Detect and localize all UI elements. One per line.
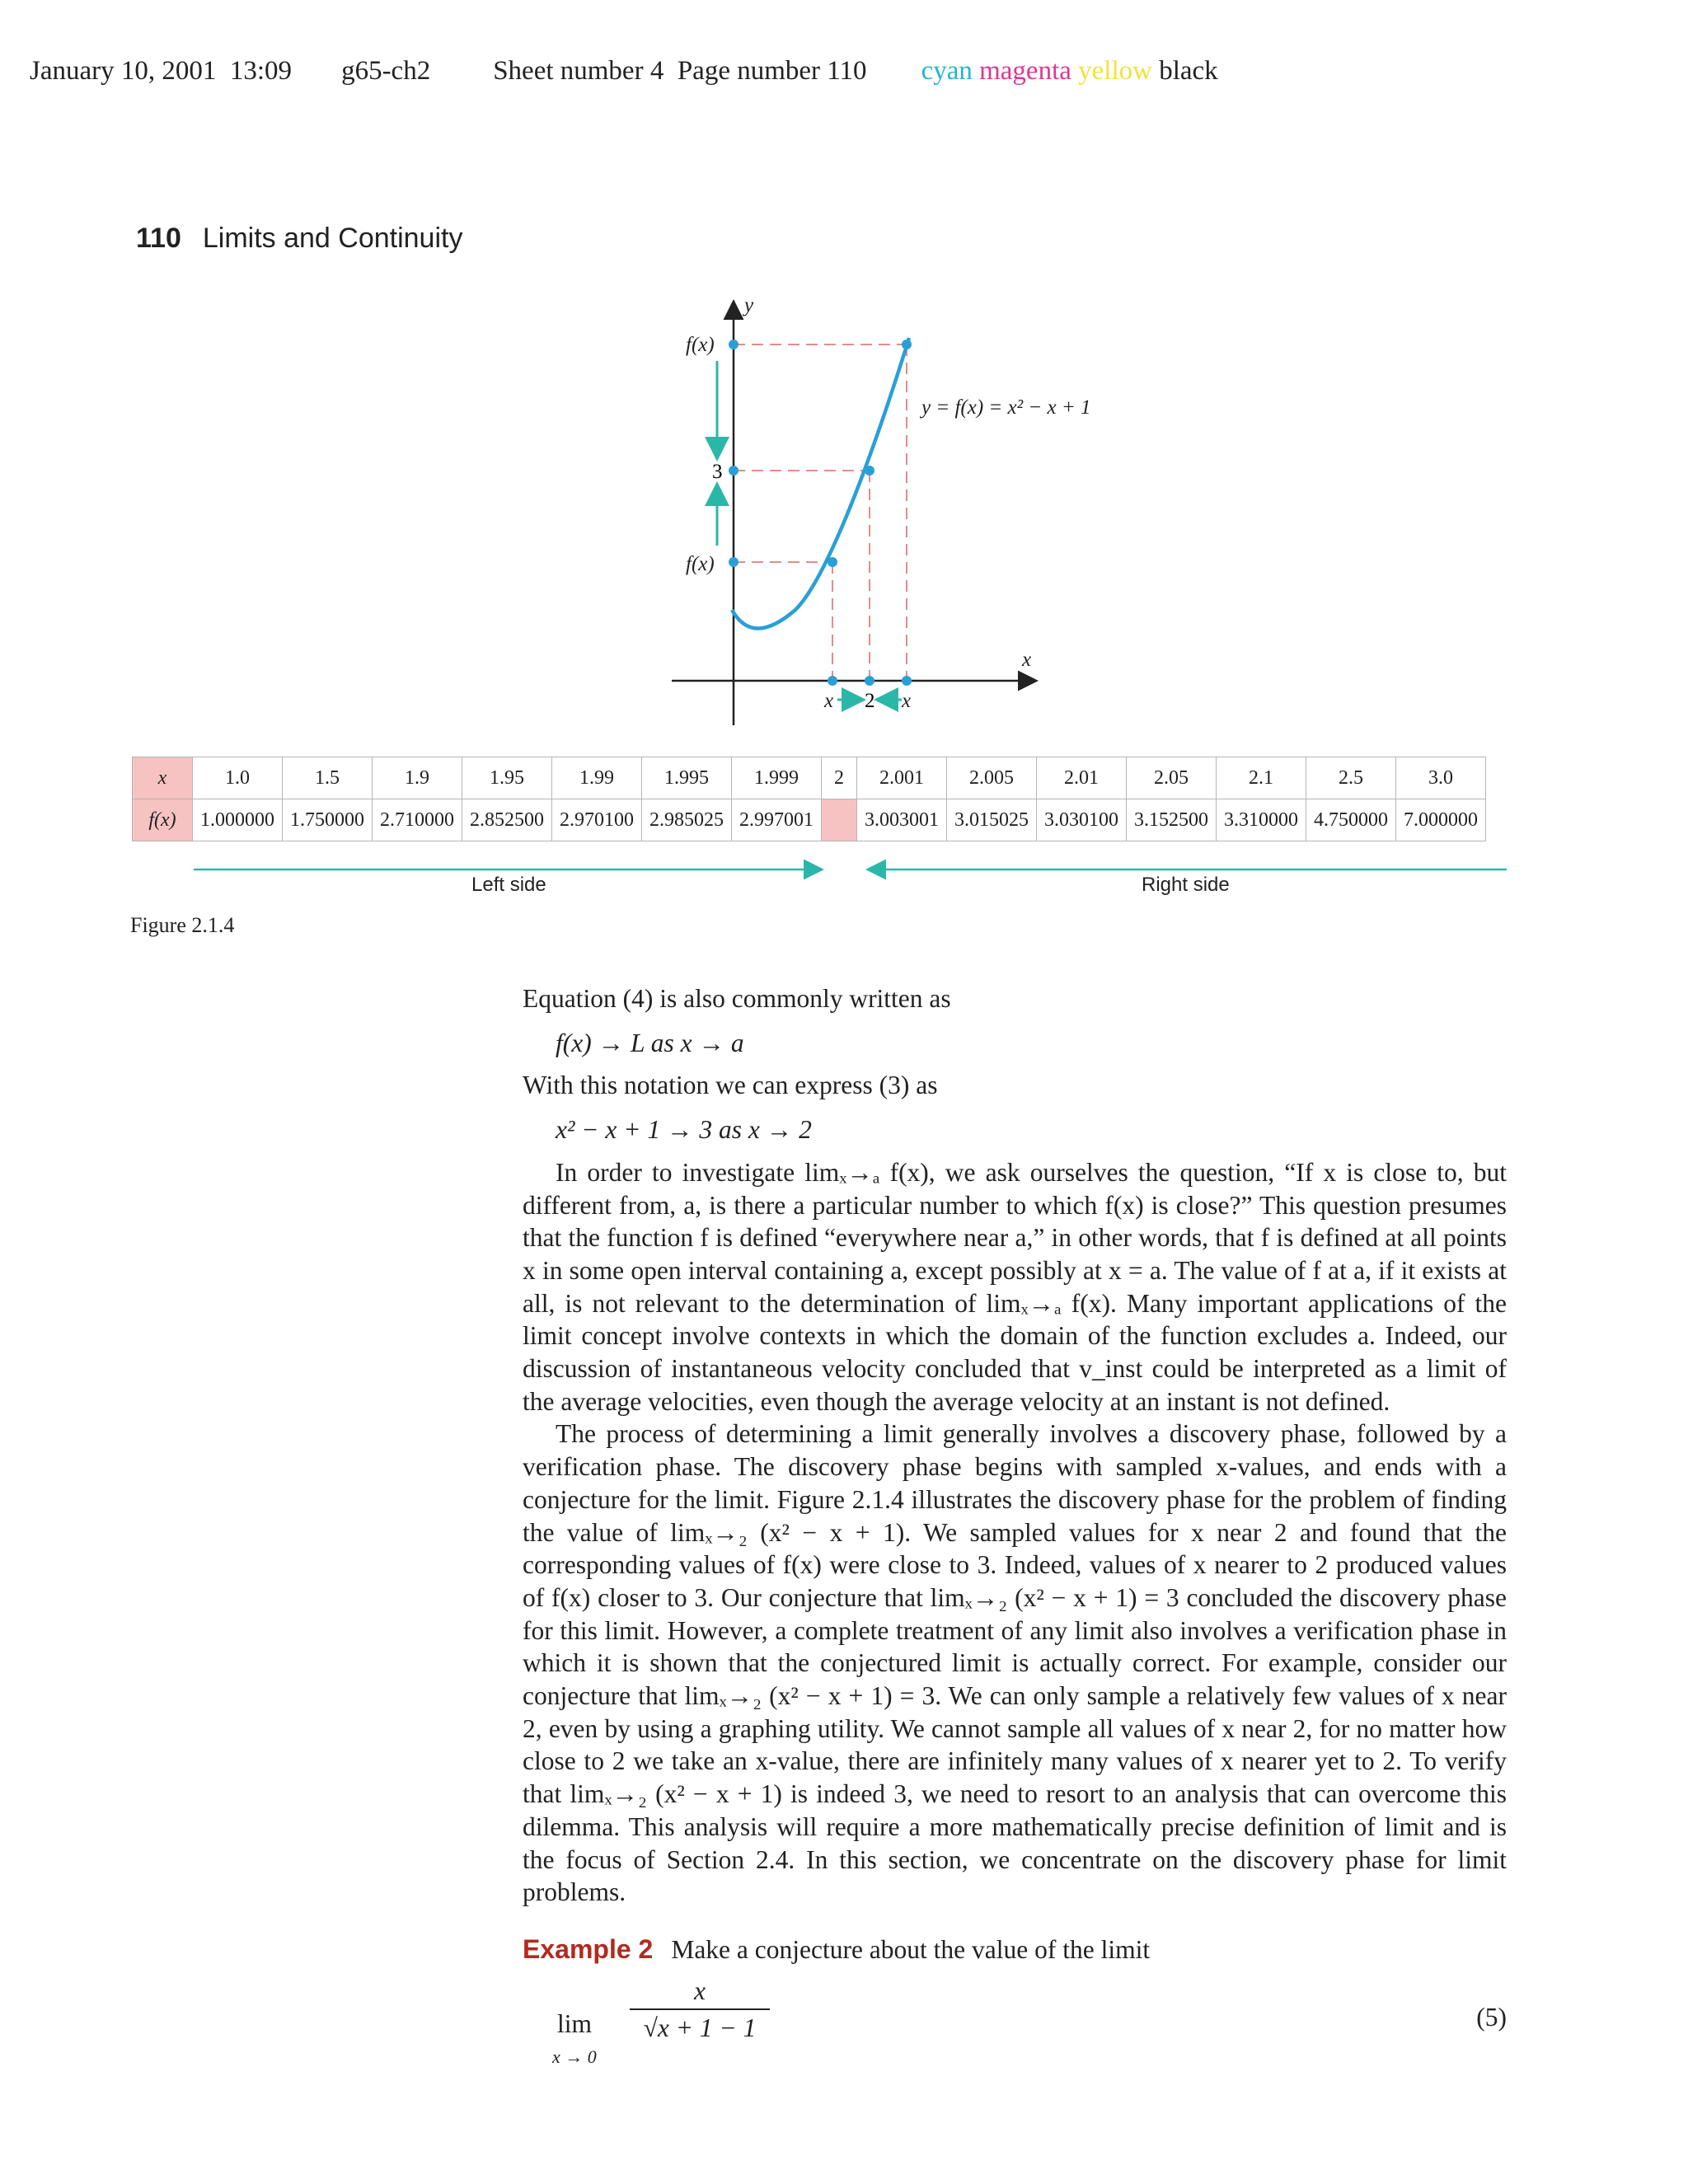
- table-cell: 1.750000: [283, 799, 373, 841]
- y-mark-three: 3: [712, 461, 723, 483]
- table-cell: 1.000000: [193, 799, 283, 841]
- equation-number: (5): [1476, 2002, 1507, 2032]
- table-cell: 2.001: [857, 757, 947, 799]
- paragraph-notation: With this notation we can express (3) as: [523, 1071, 938, 1100]
- dashed-guides: [734, 344, 907, 681]
- table-cell: 1.95: [462, 757, 552, 799]
- table-cell: 2.852500: [462, 799, 552, 841]
- table-row-x: [133, 757, 1486, 799]
- side-arrows: [0, 857, 1688, 882]
- table-cell: 3.030100: [1037, 799, 1127, 841]
- print-header: [30, 56, 1218, 87]
- example-label: Example 2: [523, 1933, 654, 1964]
- x-mark-center: 2: [865, 690, 875, 712]
- parabola-figure: [0, 288, 1688, 750]
- row-header-fx: f(x): [133, 799, 193, 841]
- fraction: [630, 1975, 770, 2045]
- left-side-label: Left side: [471, 874, 546, 896]
- table-cell: 1.995: [642, 757, 732, 799]
- color-black: black: [1159, 56, 1218, 86]
- display-equation-2: x² − x + 1 → 3 as x → 2: [556, 1115, 812, 1145]
- limit-expression: [523, 1975, 1507, 2065]
- paragraph-discovery: The process of determining a limit generally involves a discovery phase, followed by a verification phase. The discovery phase begins with sampled x-values, and ends with a conjecture for the limit. Figure 2.1.4 illustrates the discovery phase for the problem of finding the value of limₓ→₂ (x² − x + 1). We sampled values for x near 2 and found that the corresponding values of f(x) were close to 3. Indeed, values of x nearer to 2 produced values of f(x) closer to 3. Our conjecture that limₓ→₂ (x² − x + 1) = 3 concluded the discovery phase for this limit. However, a complete treatment of any limit also involves a verification phase in which it is shown that the conjectured limit is actually correct. For example, consider our conjecture that limₓ→₂ (x² − x + 1) = 3. We can only sample a relatively few values of x near 2, even by using a graphing utility. We cannot sample all values of x near 2, for no matter how close to 2 we take an x-value, there are infinitely many values of x nearer yet to 2. To verify that limₓ→₂ (x² − x + 1) is indeed 3, we need to resort to an analysis that can overcome this dilemma. This analysis will require a more mathematically precise definition of limit and is the focus of Section 2.4. In this section, we concentrate on the discovery phase for limit problems.: [523, 1419, 1507, 1907]
- lim-word: lim: [557, 2008, 593, 2038]
- table-cell: 1.5: [283, 757, 373, 799]
- table-cell: 3.015025: [947, 799, 1037, 841]
- table-cell: 2.5: [1306, 757, 1396, 799]
- row-header-x: x: [133, 757, 193, 799]
- color-yellow: yellow: [1078, 56, 1152, 86]
- example-text: Make a conjecture about the value of the limit: [671, 1934, 1151, 1964]
- header-sheet: Sheet number 4: [493, 56, 664, 86]
- paragraph-investigate: In order to investigate limₓ→ₐ f(x), we ask ourselves the question, “If x is close to, but different from, a, is there a particular number to which f(x) is close?” This question presumes that the function f is defined “everywhere near a,” in other words, that f is defined at all points x in some open interval containing a, except possibly at x = a. The value of f at a, if it exists at all, is not relevant to the determination of limₓ→ₐ f(x). Many important applications of the limit concept involve contexts in which the domain of the function excludes a. Indeed, our discussion of instantaneous velocity concluded that v_inst could be interpreted as a limit of the average velocities, even though the average velocity at an instant is not defined.: [523, 1157, 1507, 1416]
- x-mark-right: x: [902, 690, 912, 712]
- table-cell: 1.999: [732, 757, 822, 799]
- body-text: [523, 982, 1507, 2065]
- table-cell: 7.000000: [1396, 799, 1486, 841]
- y-mark-fx-top: f(x): [686, 334, 715, 356]
- table-cell: 2.005: [947, 757, 1037, 799]
- color-cyan: cyan: [921, 56, 973, 86]
- chapter-title: Limits and Continuity: [202, 223, 463, 254]
- table-cell: 2.997001: [732, 799, 822, 841]
- curve-points: [729, 340, 912, 686]
- table-cell: 2.01: [1037, 757, 1127, 799]
- parabola-curve: [732, 338, 909, 629]
- fraction-denominator: √x + 1 − 1: [643, 2013, 757, 2043]
- table-cell-center: 2: [822, 757, 857, 799]
- table-cell: 2.710000: [373, 799, 462, 841]
- x-mark-left: x: [824, 690, 834, 712]
- fraction-numerator: x: [694, 1975, 706, 2005]
- y-mark-fx-bottom: f(x): [686, 553, 715, 575]
- lim-subscript: x → 0: [552, 2046, 597, 2067]
- table-row-fx: [133, 799, 1486, 841]
- figure-caption: Figure 2.1.4: [130, 913, 235, 937]
- right-side-label: Right side: [1142, 874, 1230, 896]
- page-number: 110: [136, 223, 181, 254]
- table-cell-center-empty: [822, 799, 857, 841]
- table-cell: 2.05: [1127, 757, 1217, 799]
- fraction-bar: [630, 2008, 770, 2010]
- table-cell: 3.152500: [1127, 799, 1217, 841]
- curve-equation-label: y = f(x) = x² − x + 1: [921, 396, 1091, 419]
- table-cell: 2.1: [1217, 757, 1306, 799]
- running-head: [136, 223, 462, 255]
- paragraph-equation-intro: Equation (4) is also commonly written as: [523, 984, 951, 1013]
- table-cell: 3.310000: [1217, 799, 1306, 841]
- table-cell: 1.0: [193, 757, 283, 799]
- x-axis-label: x: [1022, 649, 1032, 671]
- header-page: Page number 110: [677, 56, 867, 86]
- header-file: g65-ch2: [341, 56, 431, 86]
- table-cell: 1.9: [373, 757, 462, 799]
- y-axis-label: y: [744, 294, 754, 316]
- header-time: 13:09: [229, 56, 293, 86]
- table-cell: 4.750000: [1306, 799, 1396, 841]
- table-cell: 2.985025: [642, 799, 732, 841]
- example-block: [523, 1933, 1507, 1966]
- table-cell: 3.0: [1396, 757, 1486, 799]
- table-cell: 3.003001: [857, 799, 947, 841]
- header-date: January 10, 2001: [30, 56, 217, 86]
- table-cell: 2.970100: [552, 799, 642, 841]
- values-table: [132, 757, 1486, 841]
- color-magenta: magenta: [979, 56, 1071, 86]
- table-cell: 1.99: [552, 757, 642, 799]
- display-equation-1: f(x) → L as x → a: [556, 1028, 744, 1057]
